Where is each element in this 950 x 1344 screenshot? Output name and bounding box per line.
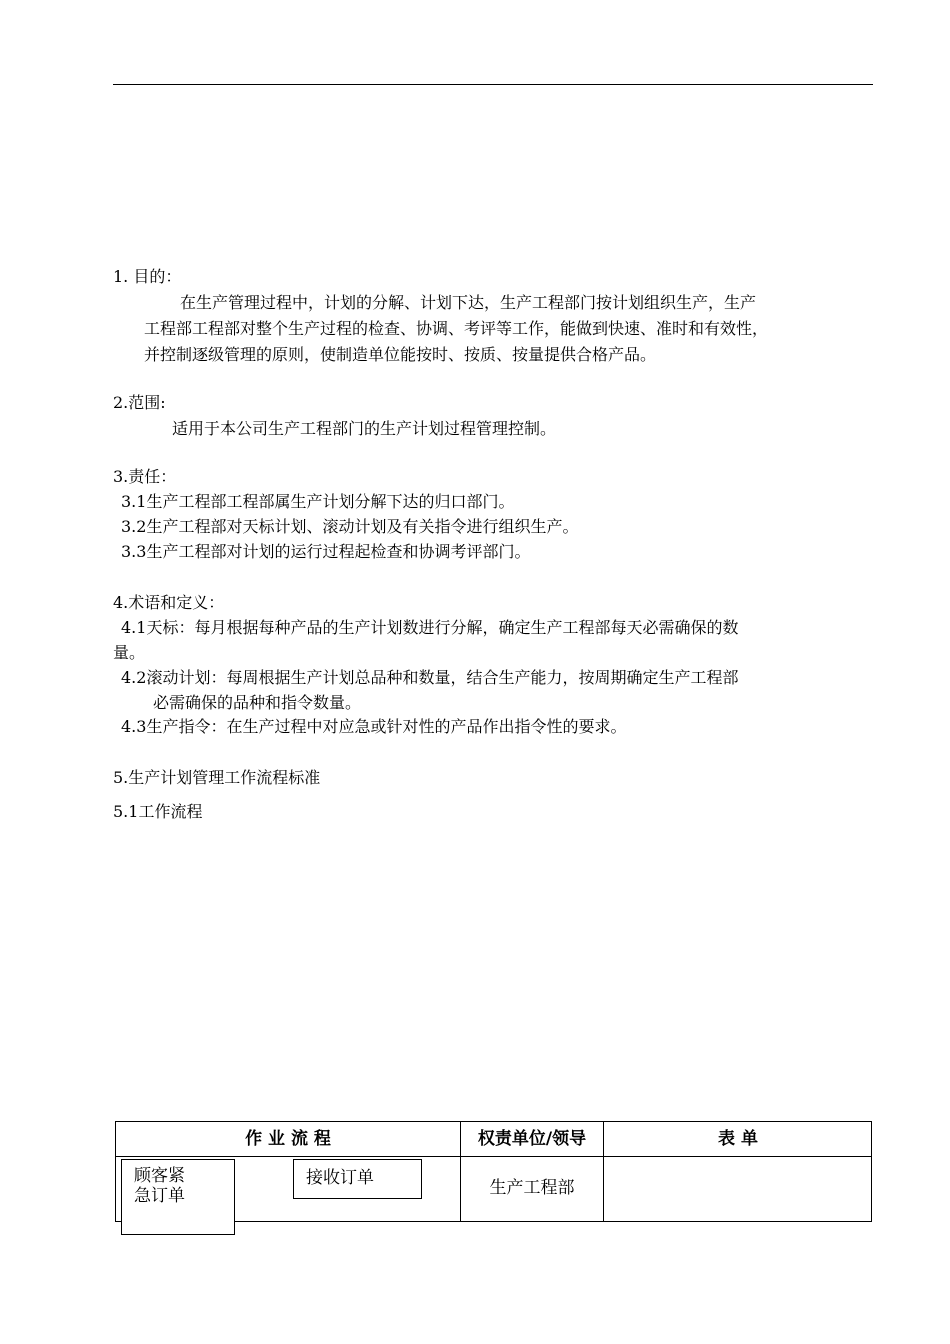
section-1-title: 1. 目的： [113,267,182,286]
section-4-item: 4.3生产指令：在生产过程中对应急或针对性的产品作出指令性的要求。 [121,717,627,736]
section-4-item-cont: 必需确保的品种和指令数量。 [153,693,362,712]
section-3-item: 3.2生产工程部对天标计划、滚动计划及有关指令进行组织生产。 [121,517,579,536]
responsible-dept: 生产工程部 [489,1178,575,1198]
receive-order-box [293,1159,422,1199]
section-4-item-cont: 量。 [113,643,146,662]
section-5-title: 5.生产计划管理工作流程标准 [113,768,321,787]
section-1-line: 在生产管理过程中，计划的分解、计划下达，生产工程部门按计划组织生产，生产 [180,293,757,312]
section-2-title: 2.范围: [113,393,166,412]
urgent-order-label-line: 急订单 [134,1186,185,1206]
section-3-item: 3.1生产工程部工程部属生产计划分解下达的归口部门。 [121,492,515,511]
section-3-title: 3.责任： [113,467,177,486]
receive-order-label: 接收订单 [306,1168,374,1188]
header-workflow: 作 业 流 程 [245,1129,331,1149]
section-4-item: 4.1天标：每月根据每种产品的生产计划数进行分解，确定生产工程部每天必需确保的数 [121,618,739,637]
section-5-sub: 5.1工作流程 [113,802,203,821]
section-2-line: 适用于本公司生产工程部门的生产计划过程管理控制。 [172,419,557,438]
section-4-item: 4.2滚动计划：每周根据生产计划总品种和数量，结合生产能力，按周期确定生产工程部 [121,668,739,687]
section-4-title: 4.术语和定义： [113,593,225,612]
header-forms: 表 单 [718,1129,758,1149]
section-3-item: 3.3生产工程部对计划的运行过程起检查和协调考评部门。 [121,542,531,561]
section-1-line: 并控制逐级管理的原则，使制造单位能按时、按质、按量提供合格产品。 [144,345,657,364]
header-responsible: 权责单位/领导 [477,1129,587,1149]
section-1-line: 工程部工程部对整个生产过程的检查、协调、考评等工作，能做到快速、准时和有效性， [144,319,769,338]
urgent-order-box [121,1159,235,1235]
urgent-order-label-line: 顾客紧 [134,1166,185,1186]
header-rule [113,84,873,85]
